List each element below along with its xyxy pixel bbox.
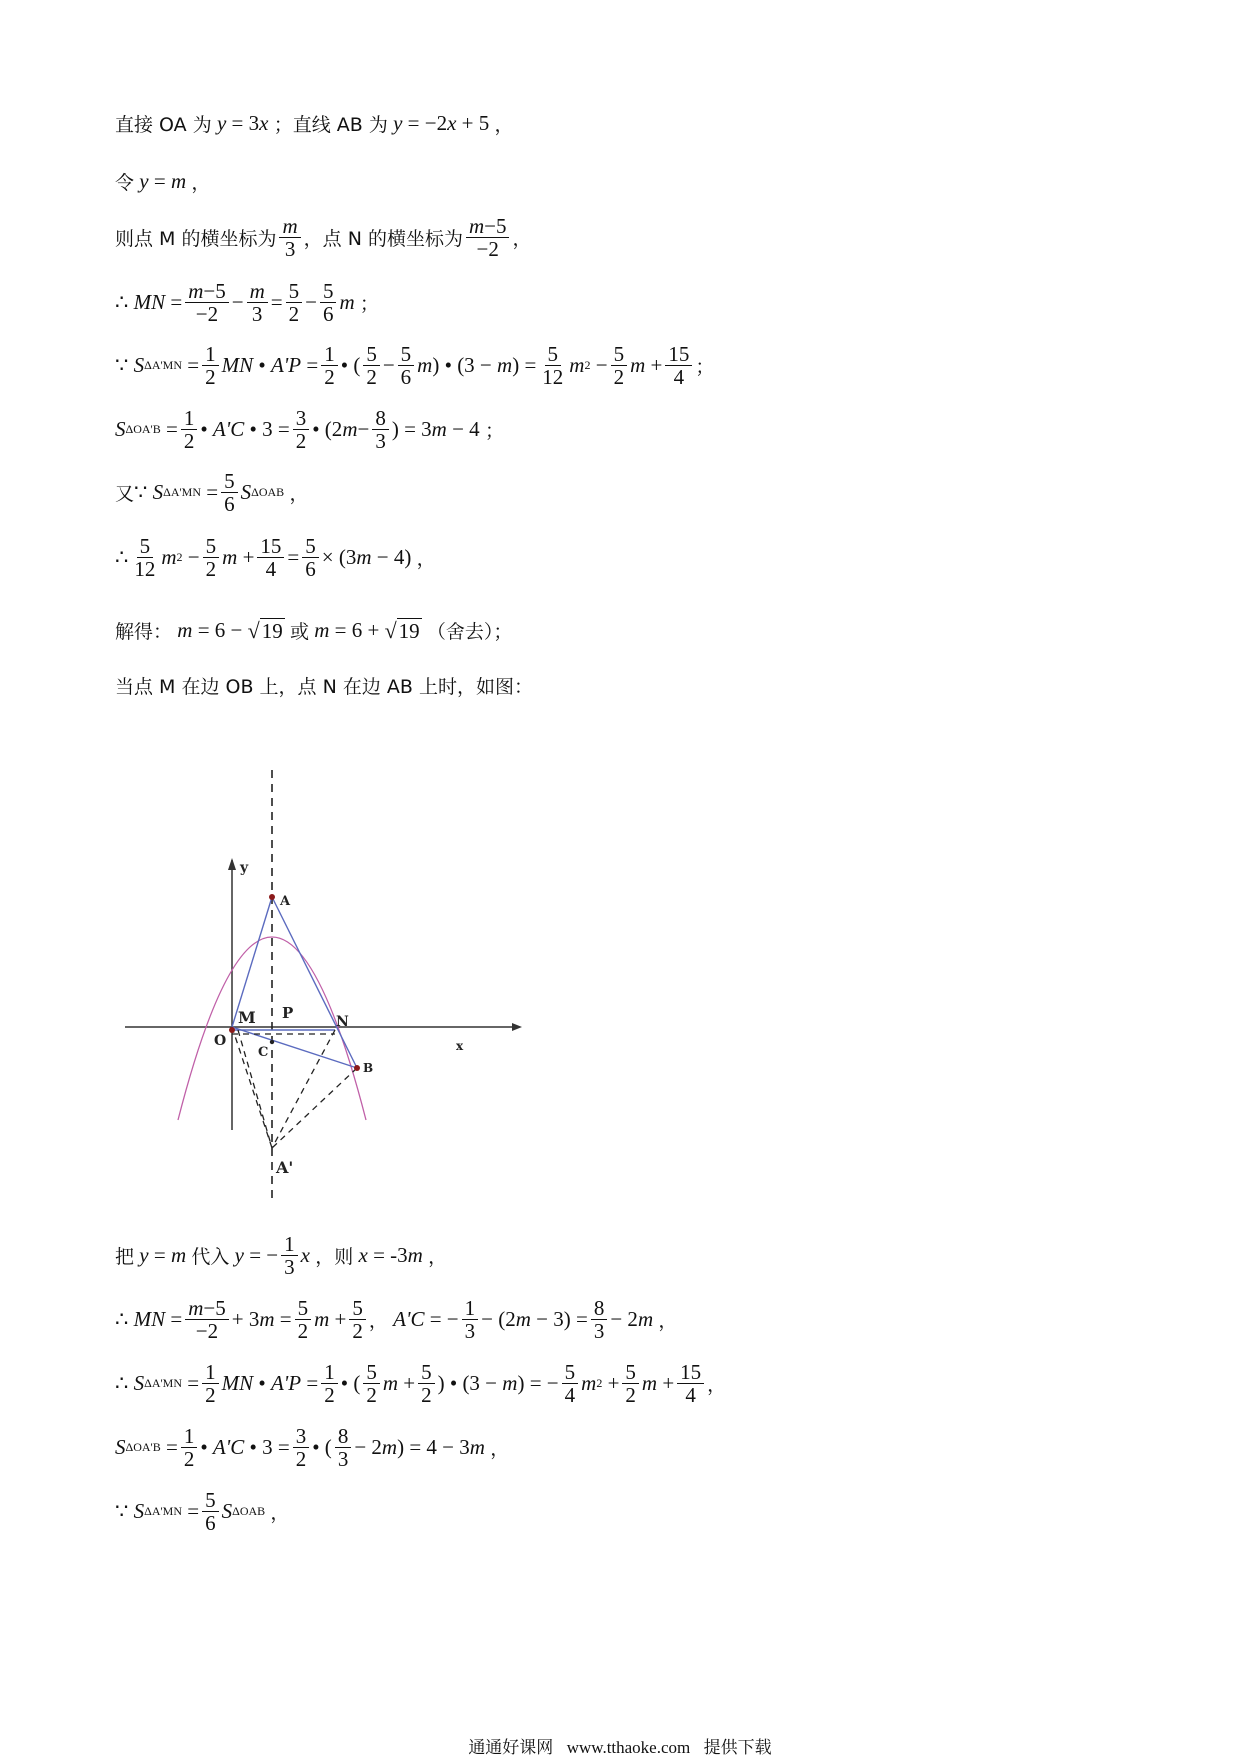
line-13: ∴ S ΔA'MN = $\frac{1}{2}$ MN • A'P = $\frac{1}{2}$ • ( $\frac{5}{2}$ m + $\frac{5}{2}$ ) • (3 − m ) = − $\frac{5}{4}$ m 2 + $\frac{5}{2}$ m + $\frac{15}{4}$ ， [115,1360,727,1408]
line-10: 当点 M 在边 OB 上，点 N 在边 AB 上时，如图： [115,676,533,698]
label-O: O [214,1033,227,1049]
label-C: C [258,1045,269,1060]
y-axis-arrow [228,858,236,870]
label-B: B [363,1061,374,1075]
line-1: 直接 OA 为 y = 3 x ；直线 AB 为 y = −2 x + 5 ， [115,111,514,136]
label-A: A [280,894,291,909]
footer-download-text: 提供下载 [703,1738,772,1758]
label-N: N [336,1014,349,1030]
point-B [354,1065,360,1071]
point-C [270,1040,274,1044]
label-A-prime: A' [276,1158,294,1177]
segment-B-A-prime [272,1068,357,1148]
label-y: y [240,860,249,876]
line-3: 则点 M 的横坐标为 $\frac{m}{3}$ ，点 N 的横坐标为 $\frac{m-5}{-2}$ ， [115,214,532,262]
segment-AB [272,897,357,1068]
page-footer [0,1733,1240,1758]
line-8: ∴ $\frac{5}{12}$ m 2 − $\frac{5}{2}$ m + $\frac{15}{4}$ = $\frac{5}{6}$ × (3 m − 4) ， [115,534,436,582]
line-11: 把 y = m 代入 y = − $\frac{1}{3}$ x ，则 x = -3 m ， [115,1232,448,1280]
line-15: ∵ S ΔA'MN = $\frac{5}{6}$ S ΔOAB ， [115,1488,290,1536]
line-6: S ΔOA'B = $\frac{1}{2}$ • A'C • 3 = $\frac{3}{2}$ • (2 m − $\frac{8}{3}$ ) = 3 m − 4 ； [115,406,504,454]
line-2: 令 y = m ， [115,169,211,194]
line-7: 又 ∵ S ΔA'MN = $\frac{5}{6}$ S ΔOAB ， [115,469,309,517]
line-4: ∴ MN = $\frac{m-5}{-2}$ − $\frac{m}{3}$ = $\frac{5}{2}$ − $\frac{5}{6}$ m ； [115,279,379,327]
line-14: S ΔOA'B = $\frac{1}{2}$ • A'C • 3 = $\frac{3}{2}$ • ( $\frac{8}{3}$ − 2 m ) = 4 − 3 m ， [115,1424,510,1472]
x-axis-arrow [512,1023,522,1031]
line-12: ∴ MN = $\frac{m-5}{-2}$ + 3 m = $\frac{5}{2}$ m + $\frac{5}{2}$ ， A'C = − $\frac{1}{3}$ − (2 m − 3) = $\frac{8}{3}$ − 2 m ， [115,1296,678,1344]
label-M: M [238,1008,256,1027]
geometry-figure [120,760,540,1200]
line-9: 解得： m = 6 − √ 19 或 m = 6 + √ 19 （舍去）； [115,617,513,643]
footer-site-name: 通通好课网 [468,1738,554,1758]
label-x: x [456,1039,464,1053]
segment-OB [232,1027,357,1068]
segment-N-A-prime [272,1030,335,1148]
point-M [229,1027,235,1033]
line-5: ∵ S ΔA'MN = $\frac{1}{2}$ MN • A'P = $\frac{1}{2}$ • ( $\frac{5}{2}$ − $\frac{5}{6}$ m ) • (3 − m ) = $\frac{5}{12}$ m 2 − $\frac{5}{2}$ m + $\frac{15}{4}$ ； [115,342,715,390]
footer-url[interactable]: www.tthaoke.com [566,1738,691,1757]
label-P: P [282,1004,294,1022]
point-A [269,894,275,900]
